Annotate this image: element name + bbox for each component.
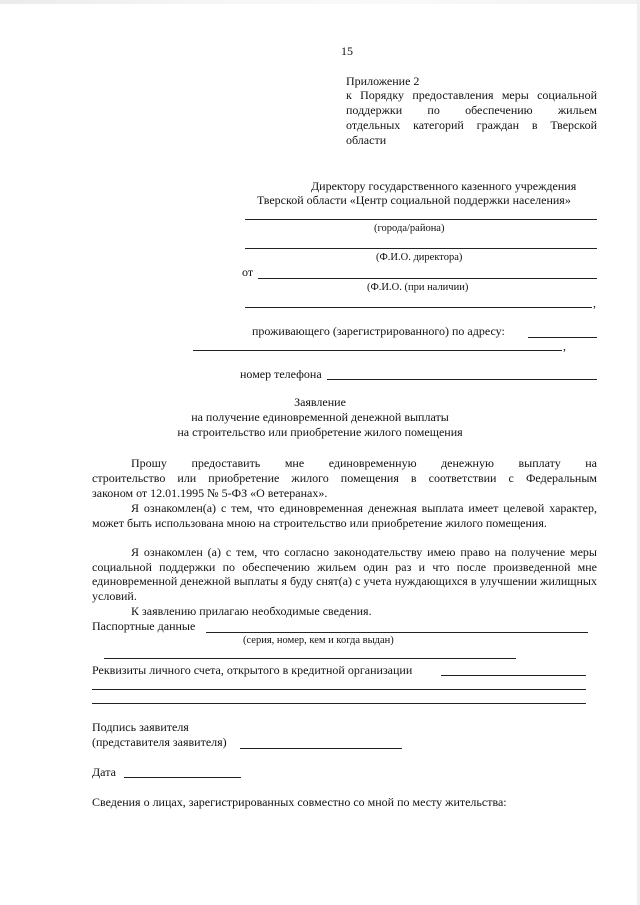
- statement-subtitle-2: на строительство или приобретение жилого помещения: [177, 425, 463, 439]
- account-label: Реквизиты личного счета, открытого в кредитной организации: [92, 663, 413, 677]
- representative-label: (представителя заявителя): [92, 735, 227, 749]
- date-label: Дата: [92, 765, 116, 779]
- date-line[interactable]: [124, 777, 241, 778]
- phone-label: номер телефона: [240, 367, 322, 381]
- passport-hint: (серия, номер, кем и когда выдан): [243, 635, 394, 646]
- city-line[interactable]: [245, 219, 597, 220]
- page-number: 15: [341, 44, 353, 58]
- passport-label: Паспортные данные: [92, 619, 196, 633]
- paragraph-4: К заявлению прилагаю необходимые сведения.: [131, 604, 372, 618]
- address-label: проживающего (зарегистрированного) по адресу:: [252, 324, 505, 338]
- registered-persons-heading: Сведения о лицах, зарегистрированных совместно со мной по месту жительства:: [92, 795, 507, 809]
- applicant-name-line[interactable]: [258, 278, 597, 279]
- comma-2: ,: [563, 339, 566, 353]
- city-hint: (города/района): [374, 223, 445, 234]
- signature-line[interactable]: [240, 748, 402, 749]
- paragraph-1-line-2: строительство или приобретение жилого помещения в соответствии с Федеральным: [92, 471, 597, 485]
- director-hint: (Ф.И.О. директора): [376, 252, 463, 263]
- addressee-line-1: Директору государственного казенного учреждения: [311, 179, 577, 193]
- appendix-line-1: к Порядку предоставления меры социальной: [346, 88, 597, 102]
- scan-artifact: [0, 0, 640, 4]
- account-line-1[interactable]: [441, 675, 586, 676]
- paragraph-1-line-1: Прошу предоставить мне единовременную денежную выплату на: [131, 456, 597, 470]
- addressee-line-2: Тверской области «Центр социальной поддержки населения»: [257, 193, 571, 207]
- account-line-2[interactable]: [92, 689, 586, 690]
- paragraph-2: Я ознакомлен(а) с тем, что единовременная денежная выплата имеет целевой характер, может быть использована мною на строительство или приобретение жилого помещения.: [92, 501, 597, 530]
- paragraph-3: Я ознакомлен (а) с тем, что согласно законодательству имею право на получение меры социальной поддержки по обеспечению жильем один раз и что после произведенной мне единовременной денежной выплаты я буду снят(а) с учета нуждающихся в улучшении жилищных условий.: [92, 545, 597, 603]
- paragraph-1-line-3: законом от 12.01.1995 № 5-ФЗ «О ветеранах».: [92, 486, 328, 500]
- address-line-2[interactable]: [193, 350, 562, 351]
- account-line-3[interactable]: [92, 703, 586, 704]
- appendix-title: Приложение 2: [346, 74, 420, 88]
- comma-1: ,: [593, 296, 596, 310]
- fio-hint: (Ф.И.О. (при наличии): [367, 282, 469, 293]
- signature-label: Подпись заявителя: [92, 720, 189, 734]
- from-label: от: [242, 265, 254, 279]
- appendix-line-2: поддержки по обеспечению жильем: [346, 103, 597, 117]
- director-line[interactable]: [245, 248, 597, 249]
- phone-line[interactable]: [327, 379, 597, 380]
- statement-title: Заявление: [294, 395, 346, 409]
- passport-line-1[interactable]: [206, 632, 588, 633]
- appendix-line-4: области: [346, 133, 387, 147]
- statement-subtitle-1: на получение единовременной денежной выплаты: [191, 410, 449, 424]
- address-line-1[interactable]: [528, 337, 597, 338]
- passport-line-2[interactable]: [104, 658, 516, 659]
- applicant-name-line-2[interactable]: [245, 307, 592, 308]
- appendix-line-3: отдельных категорий граждан в Тверской: [346, 118, 597, 132]
